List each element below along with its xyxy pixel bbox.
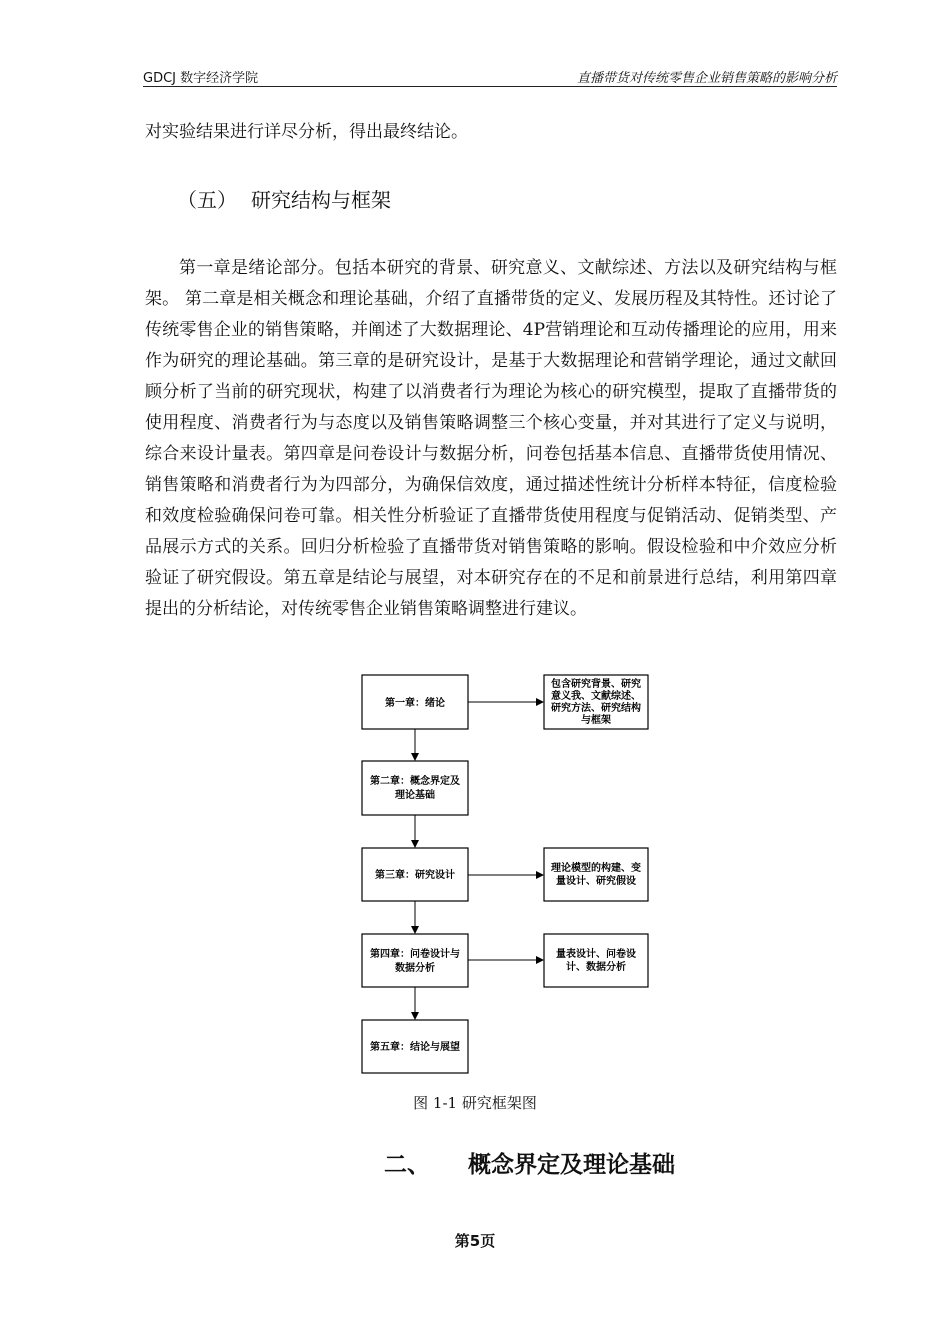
- detail-1-line-3: 研究方法、研究结构: [551, 703, 641, 714]
- intro-paragraph: 对实验结果进行详尽分析，得出最终结论。: [145, 122, 468, 142]
- header-paper-title: 直播带货对传统零售企业销售策略的影响分析: [576, 71, 837, 86]
- detail-1-line-2: 意义我、文献综述、: [551, 691, 641, 702]
- chapter-heading: [384, 1146, 675, 1179]
- chapter-5-line-1: 第五章：结论与展望: [370, 1042, 460, 1053]
- page-header: [143, 64, 837, 87]
- chapter-1-line-1: 第一章：绪论: [385, 698, 445, 709]
- chapter-3-line-1: 第三章：研究设计: [375, 870, 455, 881]
- chapter-1-box: [362, 675, 468, 729]
- detail-1-line-1: 包含研究背景、研究: [551, 679, 641, 690]
- body-paragraph: 第一章是绪论部分。包括本研究的背景、研究意义、文献综述、方法以及研究结构与框架。 第二章是相关概念和理论基础，介绍了直播带货的定义、发展历程及其特性。还讨论了传统零售企业的销售策略，并阐述了大数据理论、4P营销理论和互动传播理论的应用，用来作为研究的理论基础。第三章的是研究设计，是基于大数据理论和营销学理论，通过文献回顾分析了当前的研究现状，构建了以消费者行为理论为核心的研究模型，提取了直播带货的使用程度、消费者行为与态度以及销售策略调整三个核心变量，并对其进行了定义与说明，综合来设计量表。第四章是问卷设计与数据分析，问卷包括基本信息、直播带货使用情况、销售策略和消费者行为为四部分，为确保信效度，通过描述性统计分析样本特征，信度检验和效度检验确保问卷可靠。相关性分析验证了直播带货使用程度与促销活动、促销类型、产品展示方式的关系。回归分析检验了直播带货对销售策略的影响。假设检验和中介效应分析验证了研究假设。第五章是结论与展望，对本研究存在的不足和前景进行总结，利用第四章提出的分析结论，对传统零售企业销售策略调整进行建议。: [145, 258, 837, 619]
- chapter-number: 二、: [384, 1152, 430, 1178]
- section-title: 研究结构与框架: [251, 188, 391, 212]
- chapter-5-box: [362, 1020, 468, 1073]
- section-number: （五）: [177, 188, 237, 212]
- detail-1-box: [544, 675, 648, 729]
- detail-3-line-2: 量设计、研究假设: [556, 876, 636, 887]
- figure-caption: 图 1-1 研究框架图: [413, 1094, 537, 1112]
- chapter-4-line-2: 数据分析: [395, 963, 435, 974]
- section-heading: [177, 184, 391, 213]
- chapter-4-line-1: 第四章：问卷设计与: [370, 949, 460, 960]
- chapter-2-box: [362, 761, 468, 815]
- header-institution: GDCJ 数字经济学院: [143, 71, 259, 86]
- chapter-3-box: [362, 848, 468, 901]
- chapter-title: 概念界定及理论基础: [468, 1152, 675, 1178]
- detail-4-line-2: 计、数据分析: [566, 962, 626, 973]
- detail-1-line-4: 与框架: [581, 715, 611, 726]
- chapter-2-line-2: 理论基础: [395, 790, 435, 801]
- chapter-4-box: [362, 934, 468, 987]
- detail-4-box: [544, 934, 648, 987]
- chapter-2-line-1: 第二章：概念界定及: [370, 776, 460, 787]
- page-number: 第5页: [454, 1232, 496, 1250]
- detail-3-box: [544, 848, 648, 901]
- research-framework-diagram: [340, 668, 670, 1080]
- detail-3-line-1: 理论模型的构建、变: [551, 863, 641, 874]
- detail-4-line-1: 量表设计、问卷设: [556, 949, 636, 960]
